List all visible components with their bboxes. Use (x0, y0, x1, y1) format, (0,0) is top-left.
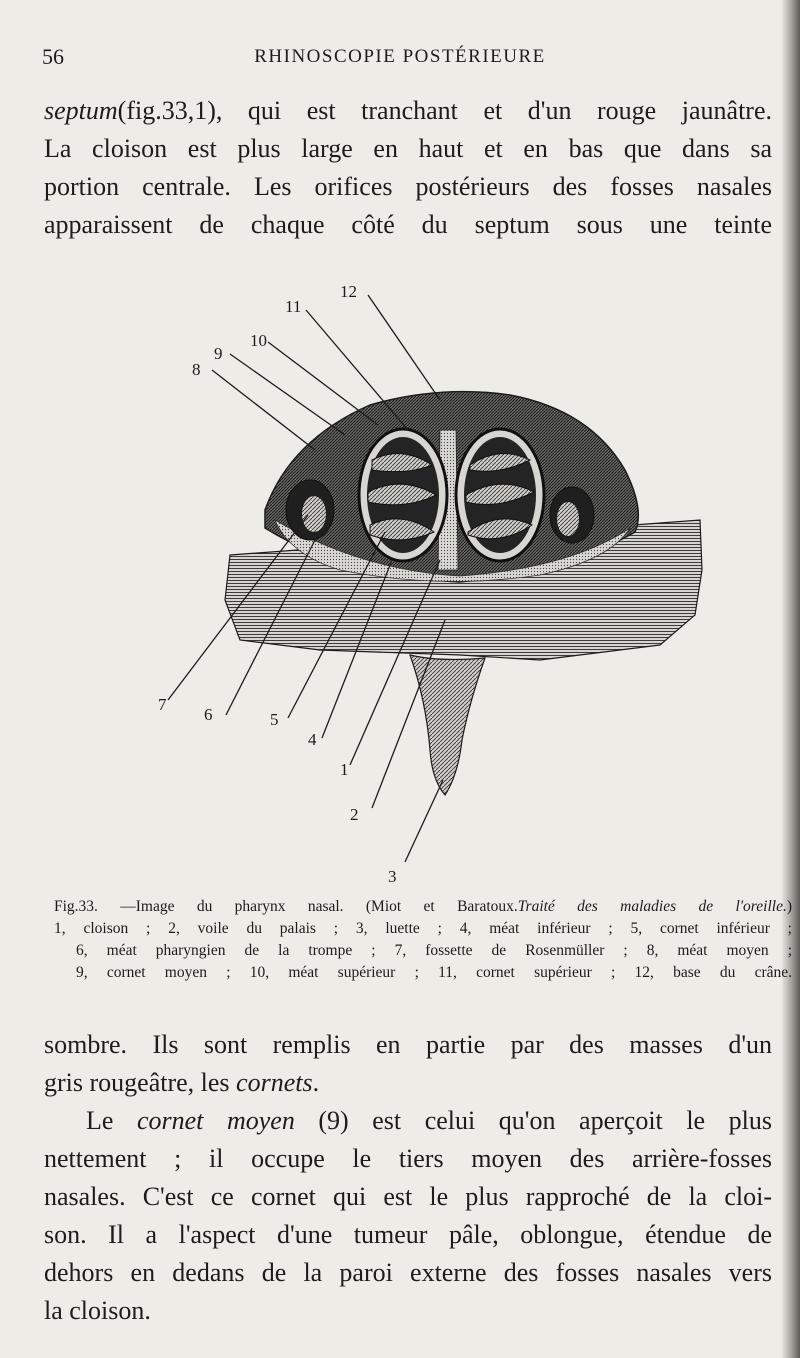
text-line: septum(fig.33,1), qui est tranchant et d'un rouge jaunâtre. (44, 96, 772, 125)
figure-33-nasal-pharynx (140, 270, 720, 890)
top-paragraph (44, 92, 772, 244)
callout-12: 12 (340, 282, 357, 301)
caption-line: 9, cornet moyen ; 10, méat supérieur ; 11, cornet supérieur ; 12, base du crâne. (76, 964, 792, 981)
figure-caption (54, 896, 792, 984)
callout-2: 2 (350, 805, 359, 824)
text-line: nettement ; il occupe le tiers moyen des arrière-fosses (44, 1144, 772, 1173)
text-line: nasales. C'est ce cornet qui est le plus rapproché de la cloi- (44, 1182, 772, 1211)
uvula (410, 655, 485, 795)
bottom-paragraph (44, 1026, 772, 1330)
callout-4: 4 (308, 730, 317, 749)
page-number: 56 (42, 44, 64, 69)
callout-8: 8 (192, 360, 201, 379)
text-line: apparaissent de chaque côté du septum sous une teinte (44, 210, 772, 239)
caption-line: Fig.33. —Image du pharynx nasal. (Miot et Baratoux.Traité des maladies de l'oreille.) (54, 898, 792, 915)
text-line: portion centrale. Les orifices postérieurs des fosses nasales (44, 172, 772, 201)
text-line: dehors en dedans de la paroi externe des fosses nasales vers (44, 1258, 772, 1287)
caption-line: 6, méat pharyngien de la trompe ; 7, fossette de Rosenmüller ; 8, méat moyen ; (76, 942, 792, 959)
running-title: RHINOSCOPIE POSTÉRIEURE (254, 46, 546, 67)
callout-5: 5 (270, 710, 279, 729)
callout-3: 3 (388, 867, 397, 886)
callout-11: 11 (285, 297, 302, 316)
callout-9: 9 (214, 344, 223, 363)
callout-6: 6 (204, 705, 213, 724)
callout-10: 10 (250, 331, 267, 350)
anatomical-illustration (140, 270, 720, 890)
caption-line: 1, cloison ; 2, voile du palais ; 3, luette ; 4, méat inférieur ; 5, cornet inférieur ; (54, 920, 792, 937)
text-line: sombre. Ils sont remplis en partie par des masses d'un (44, 1030, 772, 1059)
page-edge (782, 0, 800, 1358)
text-line: La cloison est plus large en haut et en bas que dans sa (44, 134, 772, 163)
callout-7: 7 (158, 695, 167, 714)
text-line: la cloison. (44, 1296, 151, 1325)
text-line: son. Il a l'aspect d'une tumeur pâle, oblongue, étendue de (44, 1220, 772, 1249)
italic-term: septum (44, 96, 118, 125)
running-head (40, 40, 760, 74)
text-line: Le cornet moyen (9) est celui qu'on aperçoit le plus (86, 1106, 772, 1135)
text-line: gris rougeâtre, les cornets. (44, 1068, 320, 1097)
callout-1: 1 (340, 760, 349, 779)
